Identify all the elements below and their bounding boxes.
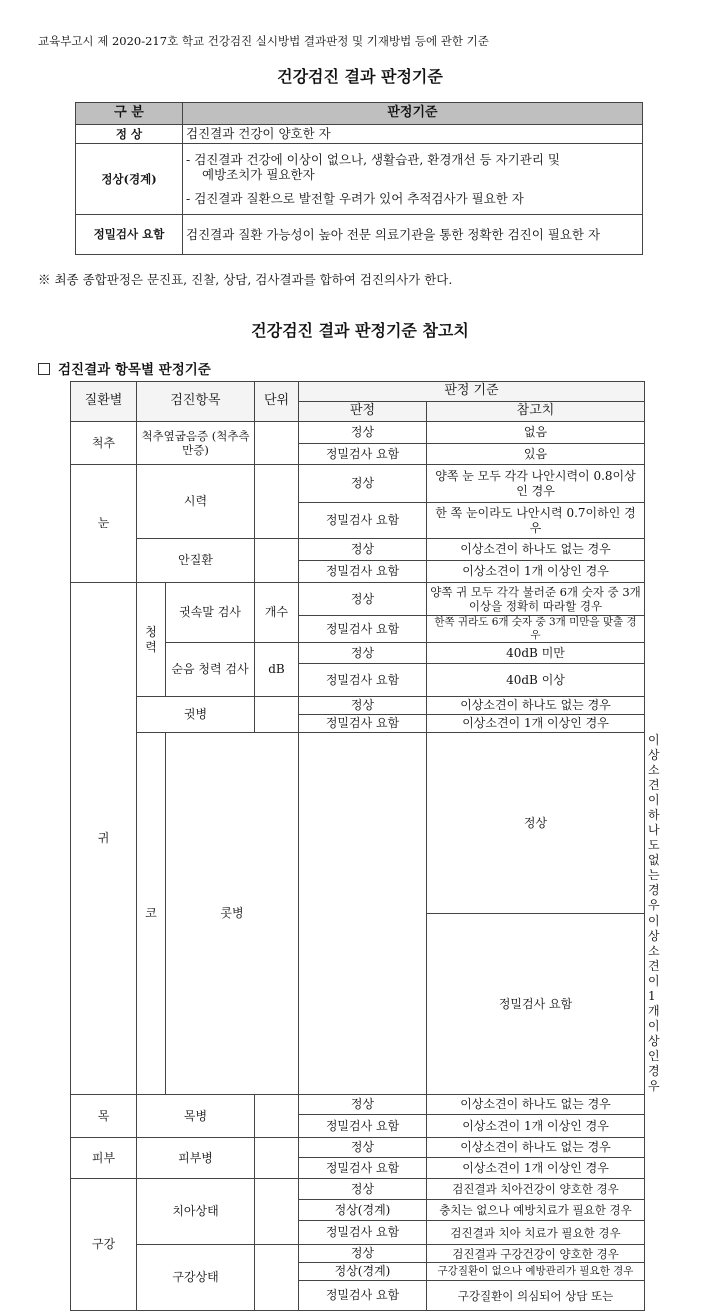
header-ref: 참고치 <box>427 402 645 422</box>
ref-cell: 검진결과 치아 치료가 필요한 경우 <box>427 1221 645 1245</box>
judge-cell: 정상 <box>299 643 427 664</box>
judge-cell: 정밀검사 요함 <box>299 1221 427 1245</box>
header-disease: 질환별 <box>71 382 137 422</box>
judge-cell: 정밀검사 요함 <box>427 914 645 1095</box>
ref-cell: 이상소견이 1개 이상인 경우 <box>427 715 645 733</box>
judge-cell: 정상 <box>299 422 427 444</box>
item-cell: 콧병 <box>166 733 299 1095</box>
table-row <box>71 1095 645 1115</box>
reference-table <box>70 381 660 1311</box>
unit-cell <box>255 1095 299 1138</box>
disease-cell: 구강 <box>71 1179 137 1311</box>
ref-cell: 구강질환이 없으나 예방관리가 필요한 경우 <box>427 1263 645 1281</box>
ref-cell: 이상소견이 1개 이상인 경우 <box>427 1115 645 1138</box>
table-row <box>71 583 645 616</box>
ref-cell: 한 쪽 눈이라도 나안시력 0.7이하인 경우 <box>427 503 645 539</box>
disease-cell: 코 <box>137 733 166 1095</box>
item-cell: 귓속말 검사 <box>166 583 255 643</box>
item-cell: 귓병 <box>137 697 255 733</box>
judge-cell: 정밀검사 요함 <box>299 561 427 583</box>
table-row <box>71 539 645 561</box>
disease-cell: 피부 <box>71 1138 137 1179</box>
table-row: 코 콧병 정상 이상소견이 하나도 없는 경우 <box>71 733 645 914</box>
ref-cell: 있음 <box>427 444 645 465</box>
ref-cell: 구강질환이 의심되어 상담 또는 <box>427 1281 645 1311</box>
section-title: 건강검진 결과 판정기준 참고치 <box>251 321 469 340</box>
table-row <box>71 465 645 503</box>
ref-cell: 이상소견이 1개 이상인 경우 <box>427 561 645 583</box>
item-cell: 피부병 <box>137 1138 255 1179</box>
page-title: 건강검진 결과 판정기준 <box>277 67 443 86</box>
ref-cell: 이상소견이 하나도 없는 경우 <box>427 1138 645 1158</box>
unit-cell <box>255 697 299 733</box>
table-row: 정밀검사 요함 이상소견이 1개 이상인 경우 <box>71 914 645 1095</box>
row-label: 정밀검사 요함 <box>76 215 183 255</box>
header-criteria: 판정기준 <box>183 103 643 125</box>
header-unit: 단위 <box>255 382 299 422</box>
table-row <box>76 144 643 215</box>
item-cell: 청력 <box>137 583 166 697</box>
judge-cell: 정밀검사 요함 <box>299 664 427 697</box>
table-header-row <box>76 103 643 125</box>
table-row <box>71 1245 645 1263</box>
row-value: 검진결과 건강이 양호한 자 <box>183 125 643 144</box>
ref-cell: 양쪽 귀 모두 각각 불러준 6개 숫자 중 3개 이상을 정확히 따라할 경우 <box>427 583 645 616</box>
header-category: 구 분 <box>76 103 183 125</box>
unit-cell <box>255 1245 299 1311</box>
judge-cell: 정상 <box>299 697 427 715</box>
item-cell: 목병 <box>137 1095 255 1138</box>
unit-cell <box>299 733 427 1095</box>
judge-cell: 정상 <box>299 583 427 616</box>
item-cell: 안질환 <box>137 539 255 583</box>
footnote: ※ 최종 종합판정은 문진표, 진찰, 상담, 검사결과를 합하여 검진의사가 한다. <box>38 272 453 287</box>
unit-cell: dB <box>255 643 299 697</box>
value-line: 예방조치가 필요한자 <box>202 167 315 183</box>
table-row <box>71 422 645 444</box>
ref-cell: 이상소견이 하나도 없는 경우 <box>427 697 645 715</box>
disease-cell: 목 <box>71 1095 137 1138</box>
row-label: 정 상 <box>76 125 183 144</box>
judge-cell: 정상 <box>427 733 645 914</box>
header-criteria: 판정 기준 <box>299 382 645 402</box>
ref-cell: 이상소견이 1개 이상인 경우 <box>427 1158 645 1179</box>
judgment-criteria-table <box>75 102 643 255</box>
judge-cell: 정상 <box>299 1245 427 1263</box>
unit-cell <box>255 1179 299 1245</box>
judge-cell: 정상 <box>299 1179 427 1200</box>
row-label: 정상(경계) <box>76 144 183 215</box>
judge-cell: 정상 <box>299 1095 427 1115</box>
unit-cell <box>255 539 299 583</box>
table-row <box>71 697 645 715</box>
judge-cell: 정밀검사 요함 <box>299 616 427 643</box>
item-cell: 척추옆굽음증 (척추측만증) <box>137 422 255 465</box>
ref-cell: 없음 <box>427 422 645 444</box>
row-value: 검진결과 질환 가능성이 높아 전문 의료기관을 통한 정확한 검진이 필요한 자 <box>183 215 643 255</box>
item-cell: 순음 청력 검사 <box>166 643 255 697</box>
judge-cell: 정밀검사 요함 <box>299 1158 427 1179</box>
ref-cell: 40dB 미만 <box>427 643 645 664</box>
ref-cell: 한쪽 귀라도 6개 숫자 중 3개 미만을 맞출 경우 <box>427 616 645 643</box>
judge-cell: 정상(경계) <box>299 1200 427 1221</box>
ref-cell: 이상소견이 하나도 없는 경우 <box>427 539 645 561</box>
judge-cell: 정밀검사 요함 <box>299 715 427 733</box>
unit-cell: 개수 <box>255 583 299 643</box>
header-judge: 판정 <box>299 402 427 422</box>
item-cell: 구강상태 <box>137 1245 255 1311</box>
table-row <box>71 1138 645 1158</box>
disease-cell: 귀 <box>71 583 137 1095</box>
row-value <box>183 144 643 215</box>
disease-cell: 척추 <box>71 422 137 465</box>
ref-cell: 양쪽 눈 모두 각각 나안시력이 0.8이상인 경우 <box>427 465 645 503</box>
value-line: - 검진결과 질환으로 발전할 우려가 있어 추적검사가 필요한 자 <box>186 190 524 206</box>
table-row <box>76 125 643 144</box>
judge-cell: 정상 <box>299 539 427 561</box>
header-item: 검진항목 <box>137 382 255 422</box>
judge-cell: 정밀검사 요함 <box>299 1115 427 1138</box>
disease-cell: 눈 <box>71 465 137 583</box>
value-line: - 검진결과 건강에 이상이 없으나, 생활습관, 환경개선 등 자기관리 및 <box>186 151 560 167</box>
table-row <box>76 215 643 255</box>
judge-cell: 정밀검사 요함 <box>299 444 427 465</box>
judge-cell: 정상 <box>299 1138 427 1158</box>
ref-cell: 40dB 이상 <box>427 664 645 697</box>
judge-cell: 정상 <box>299 465 427 503</box>
table-row <box>71 1179 645 1200</box>
item-cell: 치아상태 <box>137 1179 255 1245</box>
judge-cell: 정상(경계) <box>299 1263 427 1281</box>
subsection-heading <box>38 358 211 378</box>
ref-cell: 충치는 없으나 예방치료가 필요한 경우 <box>427 1200 645 1221</box>
ref-cell: 검진결과 치아건강이 양호한 경우 <box>427 1179 645 1200</box>
judge-cell: 정밀검사 요함 <box>299 1281 427 1311</box>
unit-cell <box>255 465 299 539</box>
checkbox-icon <box>38 363 50 375</box>
item-cell: 시력 <box>137 465 255 539</box>
unit-cell <box>255 1138 299 1179</box>
unit-cell <box>255 422 299 465</box>
ref-cell: 검진결과 구강건강이 양호한 경우 <box>427 1245 645 1263</box>
document-header: 교육부고시 제 2020-217호 학교 건강검진 실시방법 결과판정 및 기재방법 등에 관한 기준 <box>38 34 489 48</box>
ref-cell: 이상소견이 하나도 없는 경우 <box>427 1095 645 1115</box>
table-header-row <box>71 382 645 402</box>
judge-cell: 정밀검사 요함 <box>299 503 427 539</box>
subsection-label: 검진결과 항목별 판정기준 <box>58 362 211 378</box>
